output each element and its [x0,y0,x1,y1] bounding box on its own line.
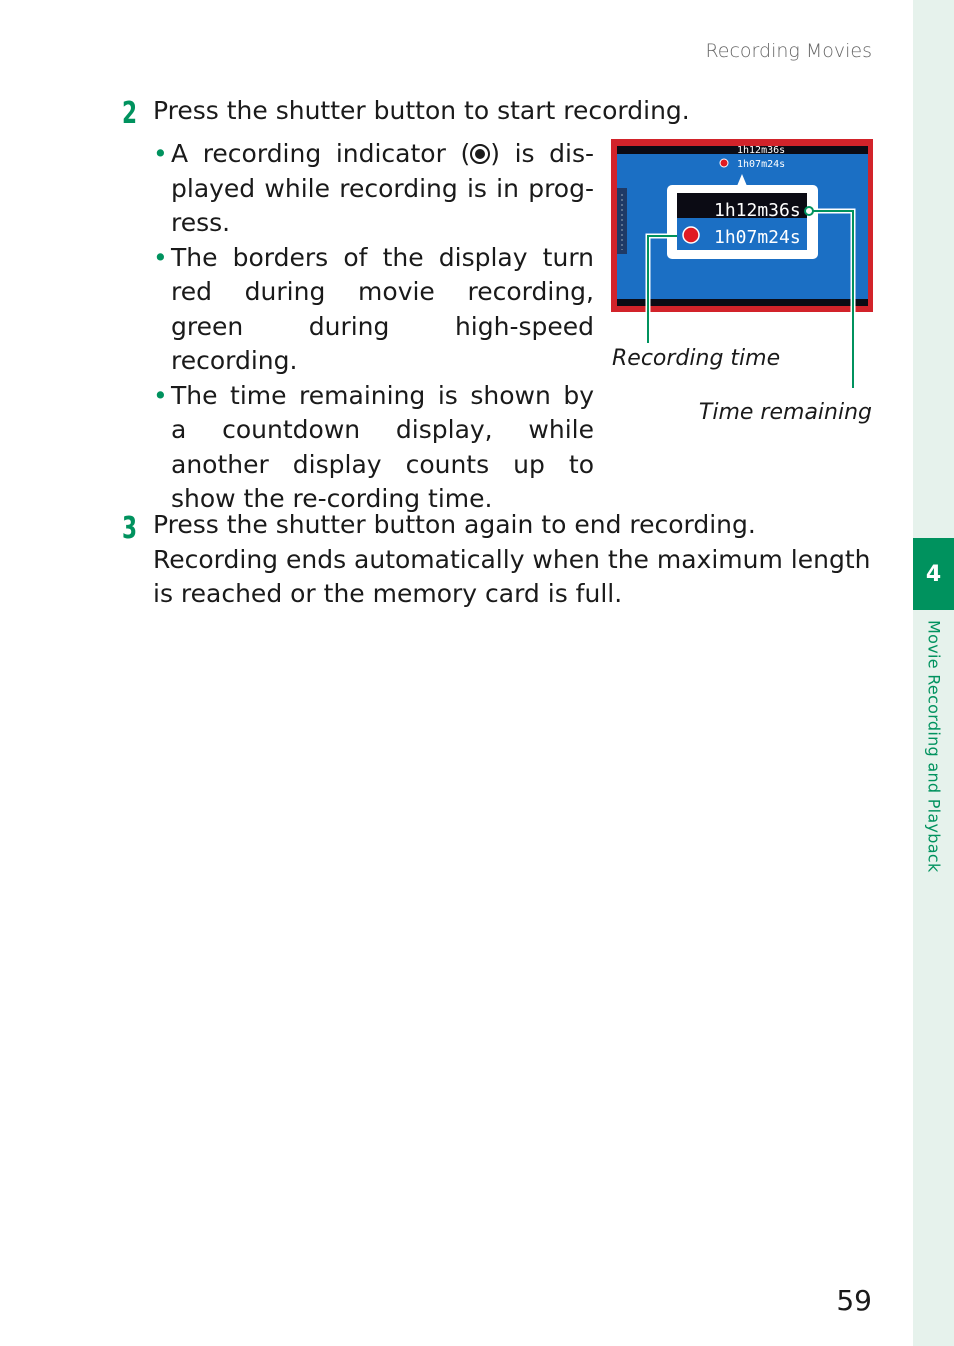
step-3-heading: Press the shutter button again to end recording. [153,510,756,539]
step-2-heading: Press the shutter button to start recording. [153,96,690,125]
step-3-text [153,508,873,612]
zoom-recording-indicator-icon [683,227,699,243]
zoom-time-remaining: 1h07m24s [714,227,801,248]
chapter-title: Movie Recording and Playback [924,620,944,873]
small-recording-time: 1h12m36s [737,145,786,156]
running-head: Recording Movies [705,40,872,62]
step-number-2: 2 [122,96,138,131]
bullet-time-remaining: • The time remaining is shown by a countdown display, while another display counts up to show the re-cording time. [153,380,594,513]
zoom-recording-time: 1h12m36s [714,200,801,221]
step-number-3: 3 [122,511,138,546]
caption-time-remaining: Time remaining [698,400,872,425]
page-number: 59 [836,1284,872,1317]
camera-display-figure [0,0,954,460]
bullet-dot: • [153,380,168,410]
small-recording-indicator-icon [720,159,728,167]
chapter-tab[interactable]: 4 [913,538,954,610]
small-time-remaining: 1h07m24s [737,159,786,170]
bullet-recording-indicator: • A recording indicator ( ) is dis-played while recording is in prog-ress. [153,139,594,237]
step-3-note: Recording ends automatically when the maximum length is reached or the memory card is full. [153,544,871,608]
screen-bottom-bar [617,299,868,306]
bullet-dot: • [153,242,168,272]
caption-recording-time: Recording time [612,346,781,371]
bullet-dot: • [153,139,168,168]
bullet-border-color: • The borders of the display turn red during movie recording, green during high-speed recording. [153,242,594,375]
